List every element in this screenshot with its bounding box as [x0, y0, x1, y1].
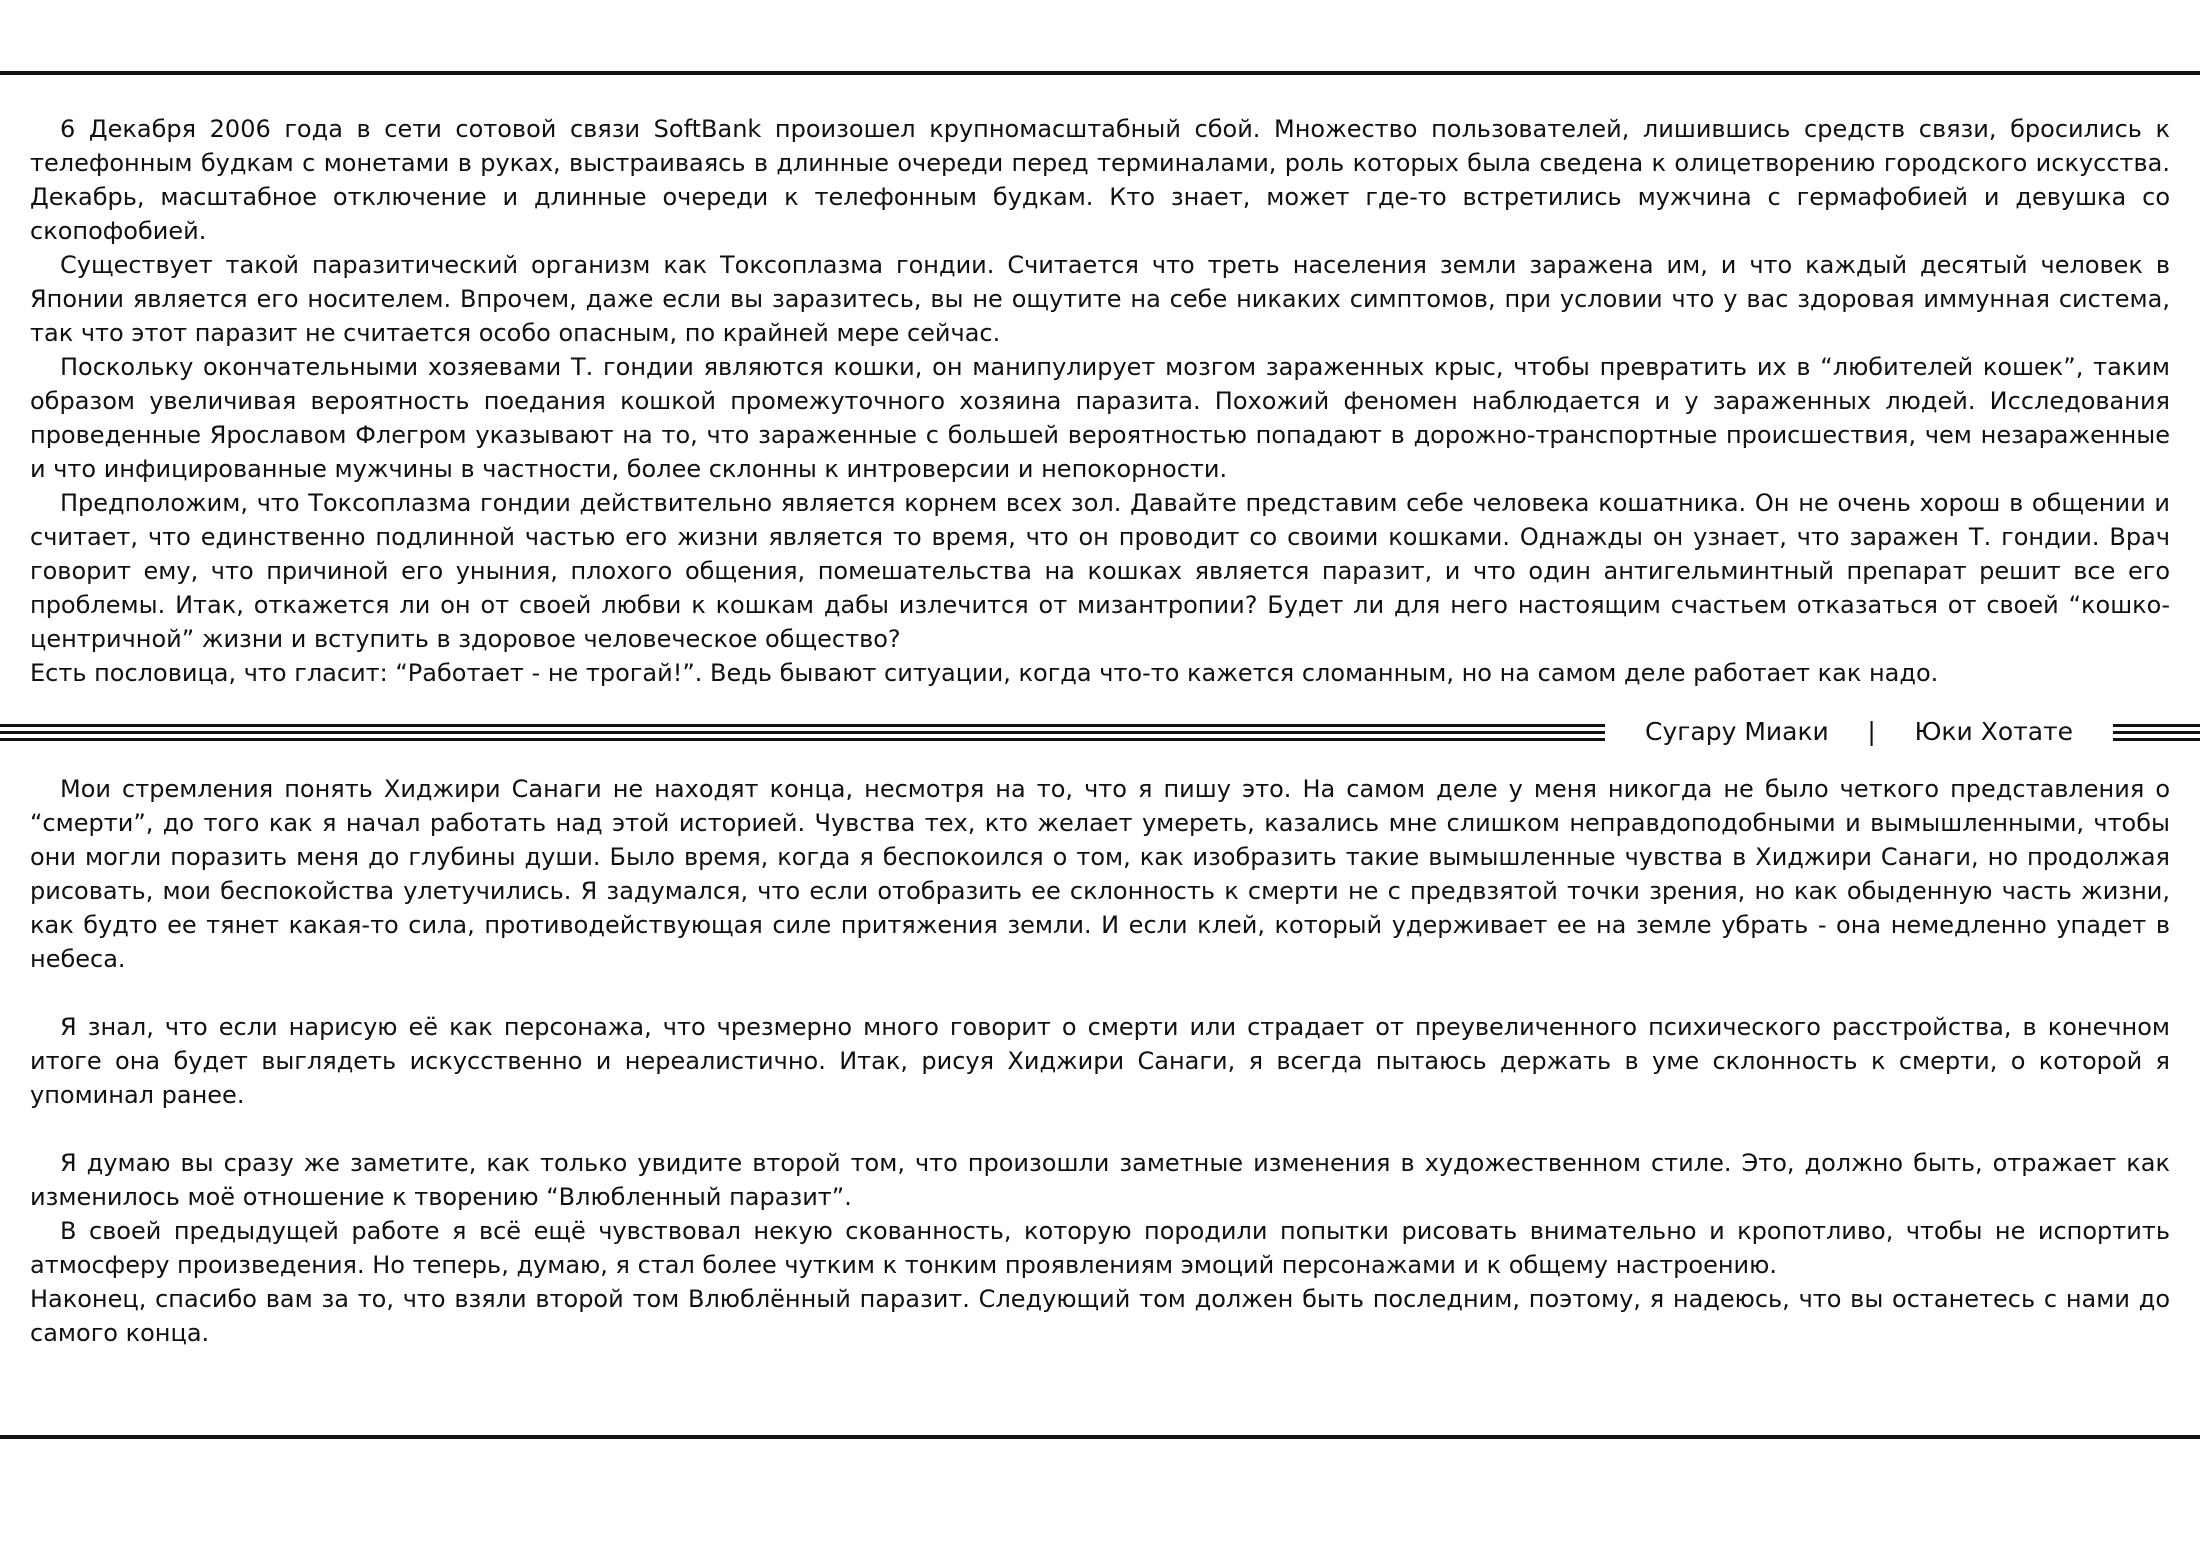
credits-divider [0, 717, 2200, 746]
article-paragraph: Существует такой паразитический организм как Токсоплазма гондии. Считается что треть населения земли заражена им, и что каждый десятый человек в Японии является его носителем. Впрочем, даже если вы заразитесь, вы не ощутите на себе никаких симптомов, при условии что у вас здоровая иммунная система, так что этот паразит не считается особо опасным, по крайней мере сейчас. [30, 251, 2170, 347]
afterword-paragraph: В своей предыдущей работе я всё ещё чувствовал некую скованность, которую породили попытки рисовать внимательно и кропотливо, чтобы не испортить атмосферу произведения. Но теперь, думаю, я стал более чутким к тонким проявлениям эмоций персонажами и к общему настроению. [30, 1217, 2170, 1279]
top-rule [0, 71, 2200, 75]
article-paragraph: Есть пословица, что гласит: “Работает - не трогай!”. Ведь бывают ситуации, когда что-то кажется сломанным, но на самом деле работает как надо. [30, 659, 1939, 687]
afterword-paragraph: Я знал, что если нарисую её как персонажа, что чрезмерно много говорит о смерти или страдает от преувеличенного психического расстройства, в конечном итоге она будет выглядеть искусственно и нереалистично. Итак, рисуя Хиджири Санаги, я всегда пытаюсь держать в уме склонность к смерти, о которой я упоминал ранее. [30, 1013, 2170, 1109]
triple-rule-right [2113, 724, 2200, 740]
afterword-text [30, 772, 2170, 1350]
article-paragraph: Предположим, что Токсоплазма гондии действительно является корнем всех зол. Давайте представим себе человека кошатника. Он не очень хорош в общении и считает, что единственно подлинной частью его жизни является то время, что он проводит со своими кошками. Однажды он узнает, что заражен Т. гондии. Врач говорит ему, что причиной его уныния, плохого общения, помешательства на кошках является паразит, и что один антигельминтный препарат решит все его проблемы. Итак, откажется ли он от своей любви к кошкам дабы излечится от мизантропии? Будет ли для него настоящим счастьем отказаться от своей “кошко-центричной” жизни и вступить в здоровое человеческое общество? [30, 489, 2170, 653]
artist-name: Юки Хотате [1914, 717, 2073, 746]
credits-line [1645, 717, 2073, 746]
triple-rule-left [0, 724, 1605, 740]
afterword-paragraph: Наконец, спасибо вам за то, что взяли второй том Влюблённый паразит. Следующий том должен быть последним, поэтому, я надеюсь, что вы останетесь с нами до самого конца. [30, 1285, 2170, 1347]
author-name: Сугару Миаки [1645, 717, 1829, 746]
article-paragraph: Поскольку окончательными хозяевами Т. гондии являются кошки, он манипулирует мозгом зараженных крыс, чтобы превратить их в “любителей кошек”, таким образом увеличивая вероятность поедания кошкой промежуточного хозяина паразита. Похожий феномен наблюдается и у зараженных людей. Исследования проведенные Ярославом Флегром указывают на то, что зараженные с большей вероятностью попадают в дорожно-транспортные происшествия, чем незараженные и что инфицированные мужчины в частности, более склонны к интроверсии и непокорности. [30, 353, 2170, 483]
afterword-paragraph: Мои стремления понять Хиджири Санаги не находят конца, несмотря на то, что я пишу это. На самом деле у меня никогда не было четкого представления о “смерти”, до того как я начал работать над этой историей. Чувства тех, кто желает умереть, казались мне слишком неправдоподобными и вымышленными, чтобы они могли поразить меня до глубины души. Было время, когда я беспокоился о том, как изобразить такие вымышленные чувства в Хиджири Санаги, но продолжая рисовать, мои беспокойства улетучились. Я задумался, что если отобразить ее склонность к смерти не с предвзятой точки зрения, но как обыденную часть жизни, как будто ее тянет какая-то сила, противодействующая силе притяжения земли. И если клей, который удерживает ее на земле убрать - она немедленно упадет в небеса. [30, 775, 2170, 973]
afterword-paragraph: Я думаю вы сразу же заметите, как только увидите второй том, что произошли заметные изменения в художественном стиле. Это, должно быть, отражает как изменилось моё отношение к творению “Влюбленный паразит”. [30, 1149, 2170, 1211]
credits-separator: | [1867, 717, 1876, 746]
article-text [30, 112, 2170, 690]
article-paragraph: 6 Декабря 2006 года в сети сотовой связи SoftBank произошел крупномасштабный сбой. Множество пользователей, лишившись средств связи, бросились к телефонным будкам с монетами в руках, выстраиваясь в длинные очереди перед терминалами, роль которых была сведена к олицетворению городского искусства. Декабрь, масштабное отключение и длинные очереди к телефонным будкам. Кто знает, может где-то встретились мужчина с гермафобией и девушка со скопофобией. [30, 115, 2170, 245]
bottom-rule [0, 1435, 2200, 1439]
